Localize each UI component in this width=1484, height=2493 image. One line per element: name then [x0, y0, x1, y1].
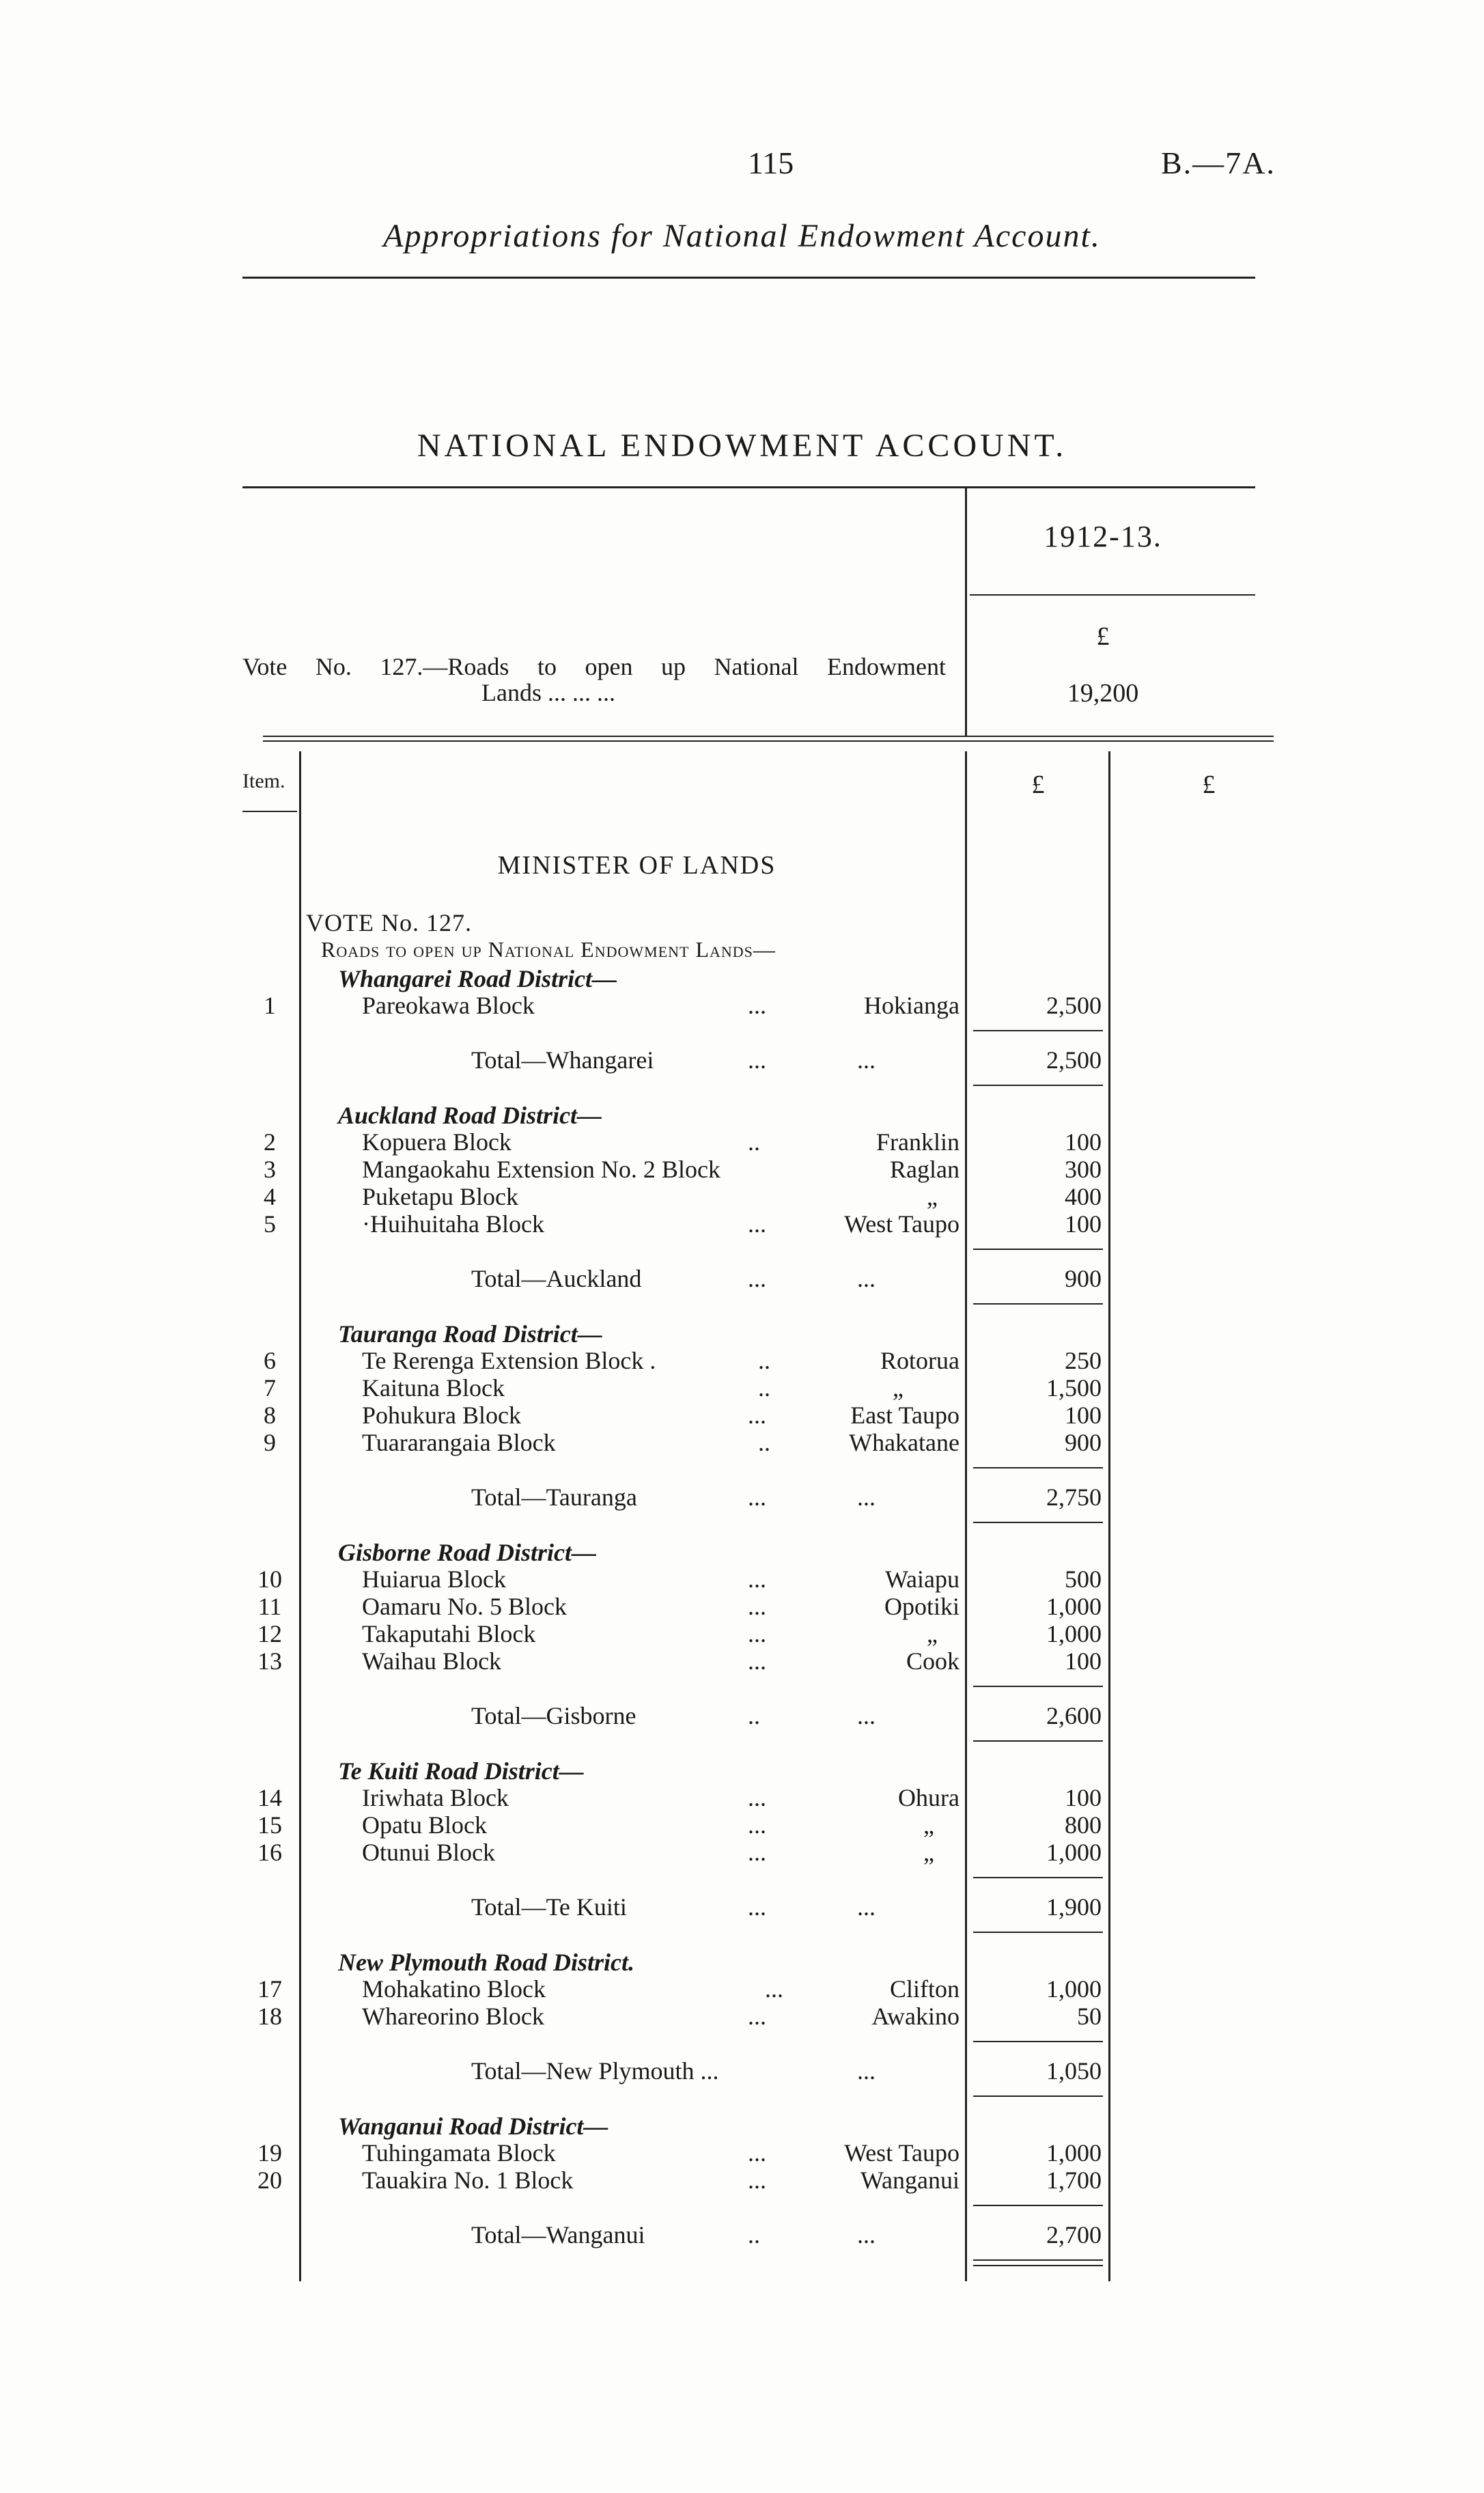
document-reference: B.—7A. [1161, 145, 1276, 180]
year-rule [970, 594, 1255, 596]
leader-dots: .. [748, 1702, 760, 1729]
total-label: Total—Gisborne [471, 1702, 636, 1729]
total-rule [973, 1932, 1103, 1933]
leader-dots: ... [765, 1975, 783, 2003]
leader-dots: .. [758, 1347, 770, 1374]
vote-number: VOTE No. 127. [306, 909, 472, 936]
amount: 1,000 [1046, 2139, 1102, 2167]
item-number: 1 [264, 992, 276, 1019]
item-number: 13 [257, 1647, 282, 1675]
leader-dots: .. [758, 1374, 770, 1402]
item-column-rule [299, 751, 301, 2281]
vote-summary-amount: 19,200 [1067, 679, 1139, 708]
amount-column-header: £ [1031, 770, 1045, 799]
district-total-row [0, 2057, 1484, 2085]
block-name: Pohukura Block [362, 1402, 521, 1429]
leader-dots: ... [857, 1265, 876, 1292]
item-column-header: Item. [242, 770, 285, 792]
leader-dots: ... [748, 1402, 766, 1429]
header-rule [242, 277, 1255, 279]
table-row [0, 1347, 1484, 1374]
district-total-row [0, 1046, 1484, 1074]
total-label: Total—Auckland [471, 1265, 642, 1292]
leader-dots: ... [748, 1784, 766, 1811]
table-row [0, 1128, 1484, 1156]
leader-dots: ... [857, 2221, 876, 2248]
leader-dots: ... [748, 1046, 766, 1074]
minister-heading: MINISTER OF LANDS [497, 851, 776, 880]
table-row [0, 1210, 1484, 1238]
table-row [0, 1402, 1484, 1429]
leader-dots: ... [748, 1265, 766, 1292]
leader-dots: ... [857, 1702, 876, 1729]
district-heading: Wanganui Road District— [338, 2113, 608, 2140]
county-name: Franklin [876, 1128, 960, 1156]
subtotal-rule [973, 1249, 1103, 1250]
table-row [0, 1374, 1484, 1402]
year-heading: 1912-13. [1044, 520, 1162, 553]
page-subtitle: Appropriations for National Endowment Account. [383, 218, 1101, 254]
county-name: West Taupo [844, 1210, 960, 1238]
item-number: 8 [264, 1402, 276, 1429]
item-number: 20 [257, 2167, 282, 2194]
item-number: 10 [257, 1565, 282, 1593]
table-row [0, 1839, 1484, 1866]
table-row [0, 2167, 1484, 2194]
district-total: 2,600 [1046, 1702, 1102, 1729]
item-header-rule [242, 811, 297, 812]
county-name: Clifton [889, 1975, 960, 2003]
district-total-row [0, 2221, 1484, 2248]
district-total: 2,750 [1046, 1484, 1102, 1511]
table-row [0, 1784, 1484, 1811]
county-name: „ [923, 1811, 934, 1839]
district-total-row [0, 1893, 1484, 1921]
county-name: Whakatane [849, 1429, 960, 1456]
item-number: 18 [257, 2003, 282, 2030]
block-name: Takaputahi Block [362, 1620, 536, 1647]
summary-bottom-rule-2 [263, 740, 1274, 742]
district-heading: Whangarei Road District— [338, 965, 617, 992]
total-column-rule [1108, 751, 1110, 2281]
district-heading: Auckland Road District— [338, 1102, 602, 1129]
district-heading: Te Kuiti Road District— [338, 1757, 584, 1785]
district-total: 2,500 [1046, 1046, 1102, 1074]
amount: 100 [1065, 1647, 1102, 1675]
item-number: 12 [257, 1620, 282, 1647]
leader-dots: ... [748, 1565, 766, 1593]
district-heading: New Plymouth Road District. [338, 1949, 635, 1976]
leader-dots: ... [857, 1046, 876, 1074]
leader-dots: ... [748, 1647, 766, 1675]
item-number: 7 [264, 1374, 276, 1402]
amount: 100 [1065, 1128, 1102, 1156]
item-number: 11 [257, 1593, 282, 1620]
block-name: ·Huihuitaha Block [362, 1210, 544, 1238]
total-label: Total—Te Kuiti [471, 1893, 627, 1921]
item-number: 15 [257, 1811, 282, 1839]
amount: 2,500 [1046, 992, 1102, 1019]
block-name: Tuhingamata Block [362, 2139, 556, 2167]
leader-dots: .. [758, 1429, 770, 1456]
block-name: Oamaru No. 5 Block [362, 1593, 567, 1620]
item-number: 5 [264, 1210, 276, 1238]
amount: 1,000 [1046, 1975, 1102, 2003]
table-row [0, 1647, 1484, 1675]
subtotal-rule [973, 2205, 1103, 2206]
vote-summary-line2: Lands ... ... ... [481, 679, 615, 706]
district-total: 1,900 [1046, 1893, 1102, 1921]
amount: 100 [1065, 1784, 1102, 1811]
summary-top-rule [242, 486, 1255, 488]
total-label: Total—Tauranga [471, 1484, 637, 1511]
table-row [0, 992, 1484, 1019]
district-total: 900 [1065, 1265, 1102, 1292]
district-heading: Tauranga Road District— [338, 1320, 602, 1348]
item-number: 17 [257, 1975, 282, 2003]
county-name: Rotorua [880, 1347, 960, 1374]
amount: 300 [1065, 1156, 1102, 1183]
county-name: Opotiki [884, 1593, 960, 1620]
total-label: Total—Wanganui [471, 2221, 645, 2248]
leader-dots: ... [748, 1593, 766, 1620]
item-number: 16 [257, 1839, 282, 1866]
subtotal-rule [973, 1686, 1103, 1687]
amount: 1,000 [1046, 1620, 1102, 1647]
leader-dots: ... [857, 2057, 876, 2085]
county-name: „ [893, 1374, 904, 1402]
total-rule [973, 1522, 1103, 1523]
block-name: Huiarua Block [362, 1565, 506, 1593]
block-name: Opatu Block [362, 1811, 487, 1839]
amount: 1,700 [1046, 2167, 1102, 2194]
amount: 800 [1065, 1811, 1102, 1839]
block-name: Kopuera Block [362, 1128, 512, 1156]
total-rule [973, 1085, 1103, 1086]
block-name: Mohakatino Block [362, 1975, 546, 2003]
county-name: Waiapu [884, 1565, 960, 1593]
amount-column-rule [965, 751, 967, 2281]
district-heading: Gisborne Road District— [338, 1539, 597, 1566]
leader-dots: ... [748, 1484, 766, 1511]
leader-dots: ... [857, 1484, 876, 1511]
item-number: 4 [264, 1183, 276, 1210]
amount: 900 [1065, 1429, 1102, 1456]
county-name: West Taupo [844, 2139, 960, 2167]
total-column-header: £ [1202, 770, 1216, 799]
leader-dots: ... [748, 1811, 766, 1839]
county-name: Ohura [898, 1784, 960, 1811]
subtotal-rule [973, 1877, 1103, 1878]
table-row [0, 1811, 1484, 1839]
total-rule [973, 2095, 1103, 2097]
subtotal-rule [973, 1467, 1103, 1468]
block-name: Tauakira No. 1 Block [362, 2167, 574, 2194]
total-rule [973, 2259, 1103, 2261]
district-total: 2,700 [1046, 2221, 1102, 2248]
item-number: 2 [264, 1128, 276, 1156]
table-row [0, 1565, 1484, 1593]
county-name: „ [923, 1839, 934, 1866]
item-number: 6 [264, 1347, 276, 1374]
block-name: Mangaokahu Extension No. 2 Block [362, 1156, 720, 1183]
block-name: Te Rerenga Extension Block . [362, 1347, 656, 1374]
table-row [0, 1156, 1484, 1183]
table-row [0, 1183, 1484, 1210]
leader-dots: ... [748, 1893, 766, 1921]
summary-bottom-rule-1 [263, 736, 1274, 737]
amount: 100 [1065, 1210, 1102, 1238]
leader-dots: ... [748, 992, 766, 1019]
item-number: 19 [257, 2139, 282, 2167]
county-name: Hokianga [864, 992, 960, 1019]
leader-dots: ... [748, 2003, 766, 2030]
county-name: Raglan [890, 1156, 960, 1183]
amount: 500 [1065, 1565, 1102, 1593]
table-row [0, 1429, 1484, 1456]
block-name: Waihau Block [362, 1647, 502, 1675]
district-total-row [0, 1484, 1484, 1511]
summary-column-rule [965, 486, 967, 736]
district-total-row [0, 1265, 1484, 1292]
item-number: 9 [264, 1429, 276, 1456]
county-name: Wanganui [860, 2167, 960, 2194]
block-name: Tuararangaia Block [362, 1429, 556, 1456]
block-name: Iriwhata Block [362, 1784, 509, 1811]
leader-dots: ... [748, 2139, 766, 2167]
item-number: 3 [264, 1156, 276, 1183]
amount: 1,500 [1046, 1374, 1102, 1402]
subtotal-rule [973, 1030, 1103, 1031]
total-rule-double [973, 2265, 1103, 2266]
amount: 400 [1065, 1183, 1102, 1210]
block-name: Puketapu Block [362, 1183, 518, 1210]
total-label: Total—Whangarei [471, 1046, 654, 1074]
leader-dots: .. [748, 2221, 760, 2248]
leader-dots: ... [748, 1839, 766, 1866]
county-name: East Taupo [850, 1402, 960, 1429]
amount: 50 [1077, 2003, 1102, 2030]
table-row [0, 2139, 1484, 2167]
total-label: Total—New Plymouth ... [471, 2057, 719, 2085]
amount: 1,000 [1046, 1593, 1102, 1620]
summary-currency: £ [1096, 622, 1110, 651]
block-name: Otunui Block [362, 1839, 495, 1866]
total-rule [973, 1303, 1103, 1305]
county-name: Awakino [871, 2003, 960, 2030]
block-name: Kaituna Block [362, 1374, 505, 1402]
county-name: „ [927, 1620, 938, 1647]
county-name: „ [927, 1183, 938, 1210]
table-row [0, 1593, 1484, 1620]
table-row [0, 1620, 1484, 1647]
total-rule [973, 1740, 1103, 1742]
roads-heading: Roads to open up National Endowment Lands— [321, 937, 776, 962]
leader-dots: ... [857, 1893, 876, 1921]
page-number: 115 [748, 145, 794, 180]
district-total: 1,050 [1046, 2057, 1102, 2085]
table-row [0, 2003, 1484, 2030]
amount: 1,000 [1046, 1839, 1102, 1866]
table-row [0, 1975, 1484, 2003]
leader-dots: ... [748, 2167, 766, 2194]
amount: 100 [1065, 1402, 1102, 1429]
county-name: Cook [906, 1647, 960, 1675]
district-total-row [0, 1702, 1484, 1729]
vote-summary-line1: Vote No. 127.—Roads to open up National Endowment [242, 653, 946, 680]
page-title: NATIONAL ENDOWMENT ACCOUNT. [417, 428, 1067, 464]
leader-dots: ... [748, 1210, 766, 1238]
leader-dots: .. [748, 1128, 760, 1156]
item-number: 14 [257, 1784, 282, 1811]
block-name: Pareokawa Block [362, 992, 535, 1019]
block-name: Whareorino Block [362, 2003, 544, 2030]
subtotal-rule [973, 2041, 1103, 2042]
leader-dots: ... [748, 1620, 766, 1647]
amount: 250 [1065, 1347, 1102, 1374]
